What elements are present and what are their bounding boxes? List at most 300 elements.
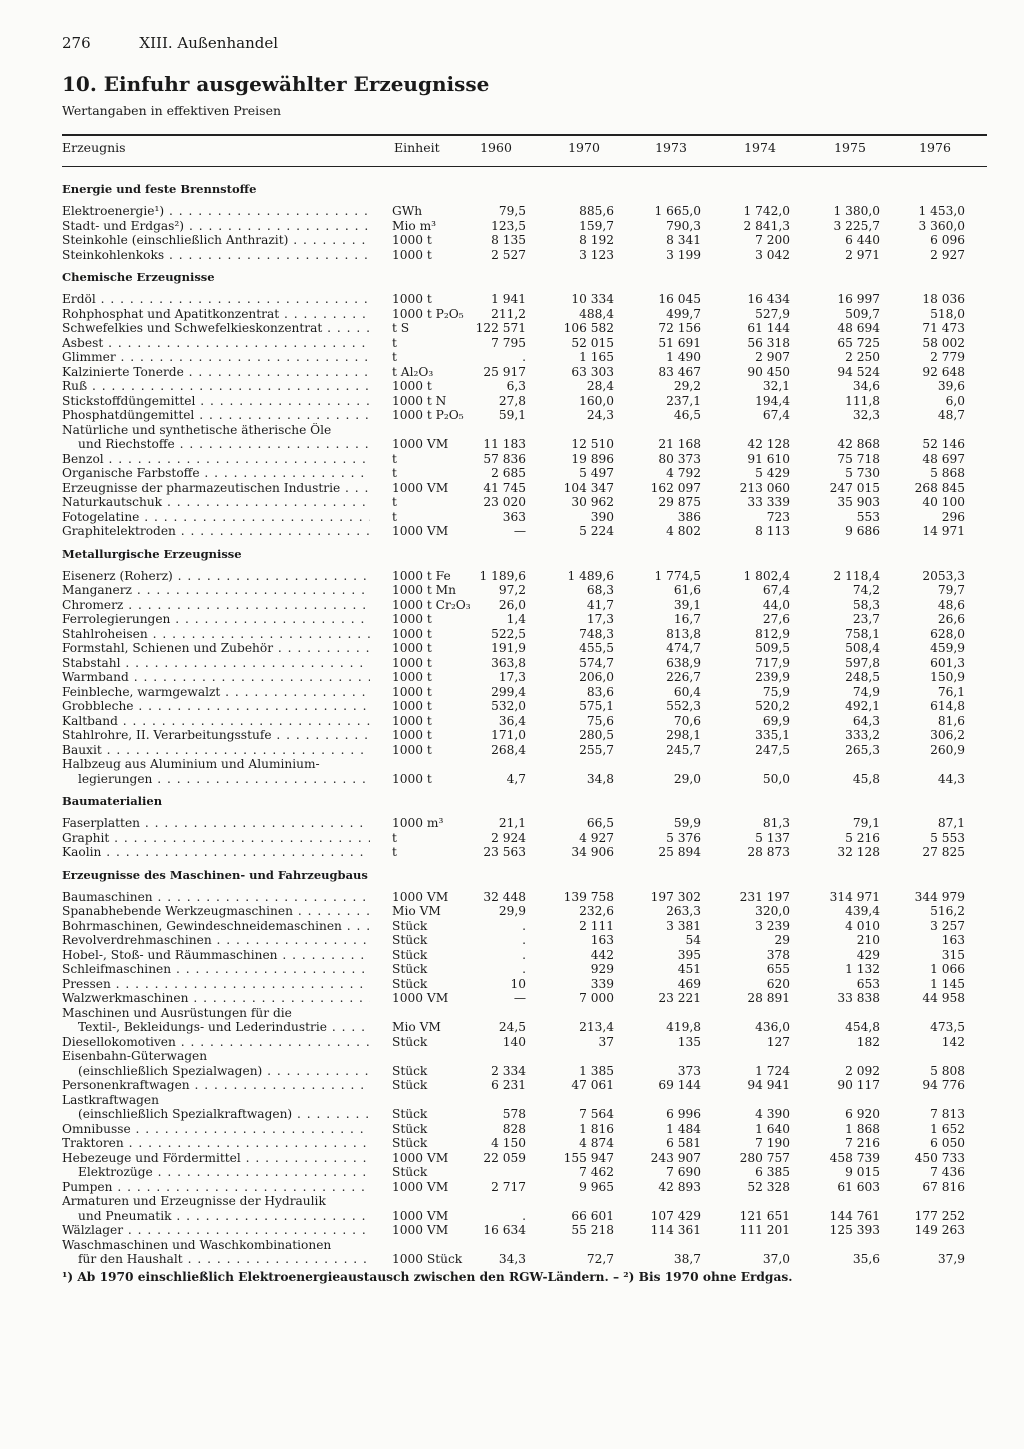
value-cell: 260,9: [930, 742, 965, 757]
value-cell: 35 903: [837, 495, 880, 509]
value-cell: 37: [598, 1034, 614, 1049]
label-text: Erdöl: [62, 292, 96, 306]
unit-cell: 1000 t P₂O₅: [392, 306, 464, 321]
value-cell: .: [522, 962, 526, 976]
label-text: Kalzinierte Tonerde: [62, 364, 184, 379]
value-cell: 44 958: [922, 991, 965, 1005]
value-cell: 3 360,0: [918, 218, 965, 233]
value-cell: 26,0: [498, 597, 526, 612]
product-label: [62, 612, 370, 627]
table-row: [0, 962, 1024, 977]
value-cell: 23 563: [483, 845, 526, 859]
unit-cell: 1000 t: [392, 670, 432, 684]
section-heading-row: [0, 860, 1024, 890]
value-cell: 27 825: [922, 845, 965, 859]
value-cell: 16 634: [483, 1223, 526, 1237]
unit-cell: 1000 t: [392, 713, 432, 728]
value-cell: 442: [590, 947, 614, 962]
value-cell: 144 761: [829, 1208, 880, 1223]
value-cell: 7 564: [579, 1107, 614, 1121]
table-row: [0, 583, 1024, 598]
value-cell: 552,3: [666, 699, 701, 713]
value-cell: 17,3: [586, 612, 614, 626]
label-text: Revolverdrehmaschinen: [62, 933, 212, 947]
value-cell: 1 189,6: [479, 568, 526, 583]
value-cell: 2 118,4: [833, 568, 880, 583]
table-row-label-continued: [0, 757, 1024, 772]
value-cell: 419,8: [666, 1020, 701, 1034]
value-cell: 2 907: [755, 350, 790, 364]
value-cell: 339: [590, 976, 614, 991]
value-cell: 59,9: [673, 816, 701, 830]
table-row: [0, 845, 1024, 860]
product-label: [62, 1194, 370, 1209]
value-cell: 28 873: [747, 845, 790, 859]
value-cell: 8 341: [666, 233, 701, 247]
value-cell: 335,1: [755, 728, 790, 742]
value-cell: 6 050: [930, 1136, 965, 1150]
label-text: Stabstahl: [62, 655, 121, 670]
product-label: [78, 1209, 370, 1224]
label-text: Warmband: [62, 670, 129, 684]
value-cell: 247,5: [755, 742, 790, 757]
value-cell: 439,4: [845, 904, 880, 918]
label-text: Faserplatten: [62, 816, 141, 830]
section-label: [62, 794, 370, 809]
value-cell: 211,2: [491, 306, 526, 321]
unit-cell: t: [392, 451, 397, 466]
value-cell: 9 965: [579, 1179, 614, 1194]
table-row: [0, 948, 1024, 963]
value-cell: 29 875: [658, 495, 701, 509]
unit-cell: 1000 t: [392, 655, 432, 670]
product-label: [62, 233, 370, 248]
value-cell: 3 257: [930, 918, 965, 933]
value-cell: 18 036: [922, 292, 965, 306]
product-label: [62, 743, 370, 758]
value-cell: 36,4: [498, 713, 526, 728]
value-cell: 509,7: [845, 306, 880, 321]
product-label: [62, 598, 370, 613]
value-cell: 39,1: [673, 597, 701, 612]
value-cell: 1,4: [506, 612, 526, 626]
product-label: [62, 977, 370, 992]
value-cell: 33 339: [747, 495, 790, 509]
value-cell: 69,9: [762, 713, 790, 728]
table-row: [0, 336, 1024, 351]
product-label: [62, 1136, 370, 1151]
section-heading-row: [0, 539, 1024, 569]
column-header-row: [0, 136, 1024, 166]
label-text: Spanabhebende Werkzeugmaschinen: [62, 904, 293, 918]
value-cell: 67,4: [762, 583, 790, 597]
unit-cell: t: [392, 509, 397, 524]
product-label: [62, 1006, 370, 1021]
value-cell: 8 192: [579, 233, 614, 247]
value-cell: 52 015: [571, 335, 614, 350]
label-text: Stadt- und Erdgas²): [62, 218, 185, 233]
value-cell: 64,3: [852, 713, 880, 728]
table-row: [0, 904, 1024, 919]
section-heading-row: [0, 262, 1024, 292]
value-cell: 47 061: [571, 1078, 614, 1092]
value-cell: .: [522, 1208, 526, 1223]
label-text: Benzol: [62, 451, 104, 466]
value-cell: 333,2: [845, 728, 880, 742]
label-text: Eisenerz (Roherz): [62, 568, 173, 583]
product-label: [62, 904, 370, 919]
chapter-title: XIII. Außenhandel: [139, 34, 279, 52]
unit-cell: 1000 t: [392, 247, 432, 262]
label-text: Rohphosphat und Apatitkonzentrat: [62, 306, 280, 321]
unit-cell: 1000 t: [392, 233, 432, 247]
product-label: [62, 481, 370, 496]
value-cell: 111,8: [845, 393, 880, 408]
label-text: Manganerz: [62, 583, 132, 597]
value-cell: .: [522, 947, 526, 962]
value-cell: 1 742,0: [743, 204, 790, 218]
value-cell: 5 497: [579, 466, 614, 480]
value-cell: 6 996: [666, 1107, 701, 1121]
value-cell: 790,3: [666, 218, 701, 233]
value-cell: 38,7: [673, 1252, 701, 1266]
value-cell: 61,6: [673, 583, 701, 597]
value-cell: .: [522, 350, 526, 364]
value-cell: 139 758: [563, 889, 614, 904]
value-cell: 66 601: [571, 1208, 614, 1223]
value-cell: 828: [502, 1121, 526, 1136]
value-cell: 373: [677, 1063, 701, 1078]
unit-cell: 1000 t: [392, 626, 432, 641]
unit-cell: t S: [392, 321, 410, 335]
value-cell: 1 165: [579, 350, 614, 364]
label-text: Bauxit: [62, 742, 102, 757]
value-cell: 1 774,5: [654, 568, 701, 583]
value-cell: 159,7: [579, 218, 614, 233]
value-cell: 378: [766, 947, 790, 962]
table-row: [0, 641, 1024, 656]
unit-cell: Stück: [392, 1063, 428, 1078]
table-row: [0, 612, 1024, 627]
value-cell: 160,0: [579, 393, 614, 408]
value-cell: 5 553: [930, 830, 965, 845]
label-text: Kaolin: [62, 845, 102, 859]
value-cell: 5 730: [845, 466, 880, 480]
value-cell: 1 145: [930, 976, 965, 991]
product-label: [62, 1151, 370, 1166]
value-cell: 75,6: [586, 713, 614, 728]
table-row: [0, 292, 1024, 307]
value-cell: 58,3: [852, 597, 880, 612]
label-text: Energie und feste Brennstoffe: [62, 182, 257, 196]
value-cell: 60,4: [673, 684, 701, 699]
value-cell: 226,7: [666, 670, 701, 684]
product-label: [62, 569, 370, 584]
value-cell: 578: [502, 1107, 526, 1121]
value-cell: 7 200: [755, 233, 790, 247]
value-cell: 2 779: [930, 350, 965, 364]
unit-cell: Stück: [392, 1121, 428, 1136]
table-row-label-continued: [0, 1049, 1024, 1064]
value-cell: 488,4: [579, 306, 614, 321]
value-cell: 69 144: [658, 1078, 701, 1092]
value-cell: 450 733: [914, 1150, 965, 1165]
label-text: Maschinen und Ausrüstungen für die: [62, 1005, 292, 1020]
product-label: [62, 627, 370, 642]
value-cell: 75 718: [837, 451, 880, 466]
value-cell: 5 216: [845, 830, 880, 845]
value-cell: 4 010: [845, 918, 880, 933]
value-cell: 4 927: [579, 830, 614, 845]
unit-cell: 1000 VM: [392, 524, 449, 538]
label-text: Omnibusse: [62, 1121, 131, 1136]
value-cell: 653: [856, 976, 880, 991]
col-header-year: 1975: [834, 140, 866, 155]
table-row: [0, 365, 1024, 380]
value-cell: 7 216: [845, 1136, 880, 1150]
value-cell: 5 224: [579, 524, 614, 538]
product-label: [62, 321, 370, 336]
label-text: Steinkohle (einschließlich Anthrazit): [62, 233, 289, 247]
value-cell: 5 376: [666, 830, 701, 845]
table-row: [0, 1020, 1024, 1035]
value-cell: 628,0: [930, 626, 965, 641]
label-text: Traktoren: [62, 1136, 124, 1150]
unit-cell: 1000 t P₂O₅: [392, 408, 464, 422]
label-text: Elektroenergie¹): [62, 204, 165, 218]
value-cell: 32 448: [483, 889, 526, 904]
unit-cell: t Al₂O₃: [392, 364, 434, 379]
label-text: Organische Farbstoffe: [62, 466, 200, 480]
table-row: [0, 466, 1024, 481]
section-label: [62, 182, 370, 197]
value-cell: 44,3: [937, 771, 965, 786]
label-text: Feinbleche, warmgewalzt: [62, 684, 221, 699]
label-text: Personenkraftwagen: [62, 1078, 190, 1092]
unit-cell: 1000 t: [392, 684, 432, 699]
label-text: Chemische Erzeugnisse: [62, 270, 215, 284]
table-row-label-continued: [0, 1093, 1024, 1108]
product-label: [62, 292, 370, 307]
table-row: [0, 248, 1024, 263]
value-cell: 5 429: [755, 466, 790, 480]
table-row: [0, 437, 1024, 452]
table-row: [0, 452, 1024, 467]
label-text: für den Haushalt: [78, 1252, 183, 1266]
value-cell: 2 685: [491, 466, 526, 480]
table-row: [0, 204, 1024, 219]
label-text: Halbzeug aus Aluminium und Aluminium-: [62, 757, 320, 771]
product-label: [62, 365, 370, 380]
value-cell: 75,9: [762, 684, 790, 699]
value-cell: 268 845: [914, 480, 965, 495]
value-cell: 363: [502, 509, 526, 524]
product-label: [62, 714, 370, 729]
table-row: [0, 233, 1024, 248]
product-label: [62, 408, 370, 423]
value-cell: 1 665,0: [654, 204, 701, 218]
value-cell: 48 694: [837, 321, 880, 335]
unit-cell: Stück: [392, 947, 428, 962]
value-cell: 163: [941, 933, 965, 947]
value-cell: 4 390: [755, 1107, 790, 1121]
unit-cell: Stück: [392, 1107, 428, 1121]
table-row: [0, 656, 1024, 671]
value-cell: 237,1: [666, 393, 701, 408]
value-cell: 125 393: [829, 1223, 880, 1237]
product-label: [62, 728, 370, 743]
value-cell: 306,2: [930, 728, 965, 742]
value-cell: 723: [766, 509, 790, 524]
table-row: [0, 685, 1024, 700]
value-cell: 28 891: [747, 991, 790, 1005]
product-label: [62, 307, 370, 322]
section-heading-row: [0, 786, 1024, 816]
value-cell: 5 137: [755, 830, 790, 845]
label-text: Graphitelektroden: [62, 524, 176, 538]
value-cell: 81,6: [937, 713, 965, 728]
product-label: [78, 1165, 370, 1180]
value-cell: 48,6: [937, 597, 965, 612]
value-cell: 492,1: [845, 699, 880, 713]
table-row: [0, 219, 1024, 234]
label-text: Natürliche und synthetische ätherische Öle: [62, 422, 332, 437]
table-row: [0, 919, 1024, 934]
value-cell: 499,7: [666, 306, 701, 321]
value-cell: 149 263: [914, 1223, 965, 1237]
product-label: [78, 1064, 370, 1079]
value-cell: 63 303: [571, 364, 614, 379]
value-cell: 44,0: [762, 597, 790, 612]
value-cell: 65 725: [837, 335, 880, 350]
value-cell: 458 739: [829, 1150, 880, 1165]
value-cell: 79,1: [852, 816, 880, 830]
value-cell: 92 648: [922, 364, 965, 379]
unit-cell: 1000 t: [392, 612, 432, 626]
unit-cell: t: [392, 495, 397, 509]
value-cell: 314 971: [829, 889, 880, 904]
product-label: [62, 394, 370, 409]
col-header-year: 1976: [919, 140, 951, 155]
value-cell: 459,9: [930, 641, 965, 655]
value-cell: 4 150: [491, 1136, 526, 1150]
label-text: Diesellokomotiven: [62, 1034, 176, 1049]
value-cell: 265,3: [845, 742, 880, 757]
table-row: [0, 307, 1024, 322]
value-cell: 6 581: [666, 1136, 701, 1150]
value-cell: 10 334: [571, 292, 614, 306]
label-text: Stahlrohre, II. Verarbeitungsstufe: [62, 728, 272, 742]
value-cell: 37,9: [937, 1252, 965, 1266]
value-cell: 473,5: [930, 1020, 965, 1034]
value-cell: 508,4: [845, 641, 880, 655]
value-cell: 50,0: [762, 771, 790, 786]
value-cell: 2 527: [491, 247, 526, 262]
value-cell: 42 893: [658, 1179, 701, 1194]
value-cell: 83 467: [658, 364, 701, 379]
value-cell: 344 979: [914, 889, 965, 904]
label-text: (einschließlich Spezialwagen): [78, 1063, 263, 1078]
value-cell: 527,9: [755, 306, 790, 321]
label-text: Grobbleche: [62, 699, 134, 713]
table-row: [0, 890, 1024, 905]
unit-cell: 1000 t: [392, 641, 432, 655]
value-cell: 34,8: [586, 771, 614, 786]
value-cell: 14 971: [922, 524, 965, 538]
value-cell: 320,0: [755, 904, 790, 918]
value-cell: 245,7: [666, 742, 701, 757]
value-cell: 11 183: [483, 437, 526, 451]
value-cell: 6 385: [755, 1165, 790, 1179]
value-cell: 32,3: [852, 408, 880, 422]
value-cell: 206,0: [579, 670, 614, 684]
value-cell: 37,0: [762, 1252, 790, 1266]
value-cell: 45,8: [852, 771, 880, 786]
value-cell: 1 640: [755, 1121, 790, 1136]
value-cell: 27,8: [498, 393, 526, 408]
table-row: [0, 1180, 1024, 1195]
unit-cell: 1000 Stück: [392, 1252, 463, 1266]
label-text: Metallurgische Erzeugnisse: [62, 546, 242, 561]
table-row-label-continued: [0, 423, 1024, 438]
value-cell: 25 917: [483, 364, 526, 379]
product-label: [62, 962, 370, 977]
value-cell: 7 795: [491, 335, 526, 350]
value-cell: 40 100: [922, 495, 965, 509]
value-cell: 1 802,4: [743, 568, 790, 583]
footnotes: ¹) Ab 1970 einschließlich Elektroenergieaustausch zwischen den RGW-Ländern. – ²) Bis 1970 ohne Erdgas.: [62, 1270, 793, 1284]
product-label: [62, 656, 370, 671]
label-text: Stickstoffdüngemittel: [62, 393, 196, 408]
product-label: [62, 670, 370, 685]
table-row: [0, 1064, 1024, 1079]
table-row-label-continued: [0, 1238, 1024, 1253]
value-cell: 813,8: [666, 626, 701, 641]
value-cell: 71 473: [922, 321, 965, 335]
value-cell: 532,0: [491, 699, 526, 713]
unit-cell: Stück: [392, 962, 428, 976]
product-label: [62, 248, 370, 263]
col-header-year: 1974: [744, 140, 776, 155]
value-cell: 34,3: [498, 1252, 526, 1266]
value-cell: 7 813: [930, 1107, 965, 1121]
label-text: Pumpen: [62, 1179, 113, 1194]
value-cell: 239,9: [755, 670, 790, 684]
value-cell: 363,8: [491, 655, 526, 670]
value-cell: 429: [856, 947, 880, 962]
value-cell: 163: [590, 933, 614, 947]
value-cell: 72 156: [658, 321, 701, 335]
unit-cell: GWh: [392, 204, 423, 218]
label-text: Pressen: [62, 976, 111, 991]
value-cell: 1 490: [666, 350, 701, 364]
value-cell: 111 201: [739, 1223, 790, 1237]
value-cell: 518,0: [930, 306, 965, 321]
value-cell: 5 868: [930, 466, 965, 480]
value-cell: 243 907: [650, 1150, 701, 1165]
label-text: Ruß: [62, 379, 88, 393]
value-cell: 7 436: [930, 1165, 965, 1179]
value-cell: 299,4: [491, 684, 526, 699]
unit-cell: t: [392, 830, 397, 845]
table-row: [0, 743, 1024, 758]
value-cell: 1 066: [930, 962, 965, 976]
unit-cell: 1000 VM: [392, 1208, 449, 1223]
unit-cell: 1000 t: [392, 379, 432, 393]
label-text: Schwefelkies und Schwefelkieskonzentrat: [62, 321, 323, 335]
label-text: Bohrmaschinen, Gewindeschneidemaschinen: [62, 918, 342, 933]
product-label: [62, 1093, 370, 1108]
